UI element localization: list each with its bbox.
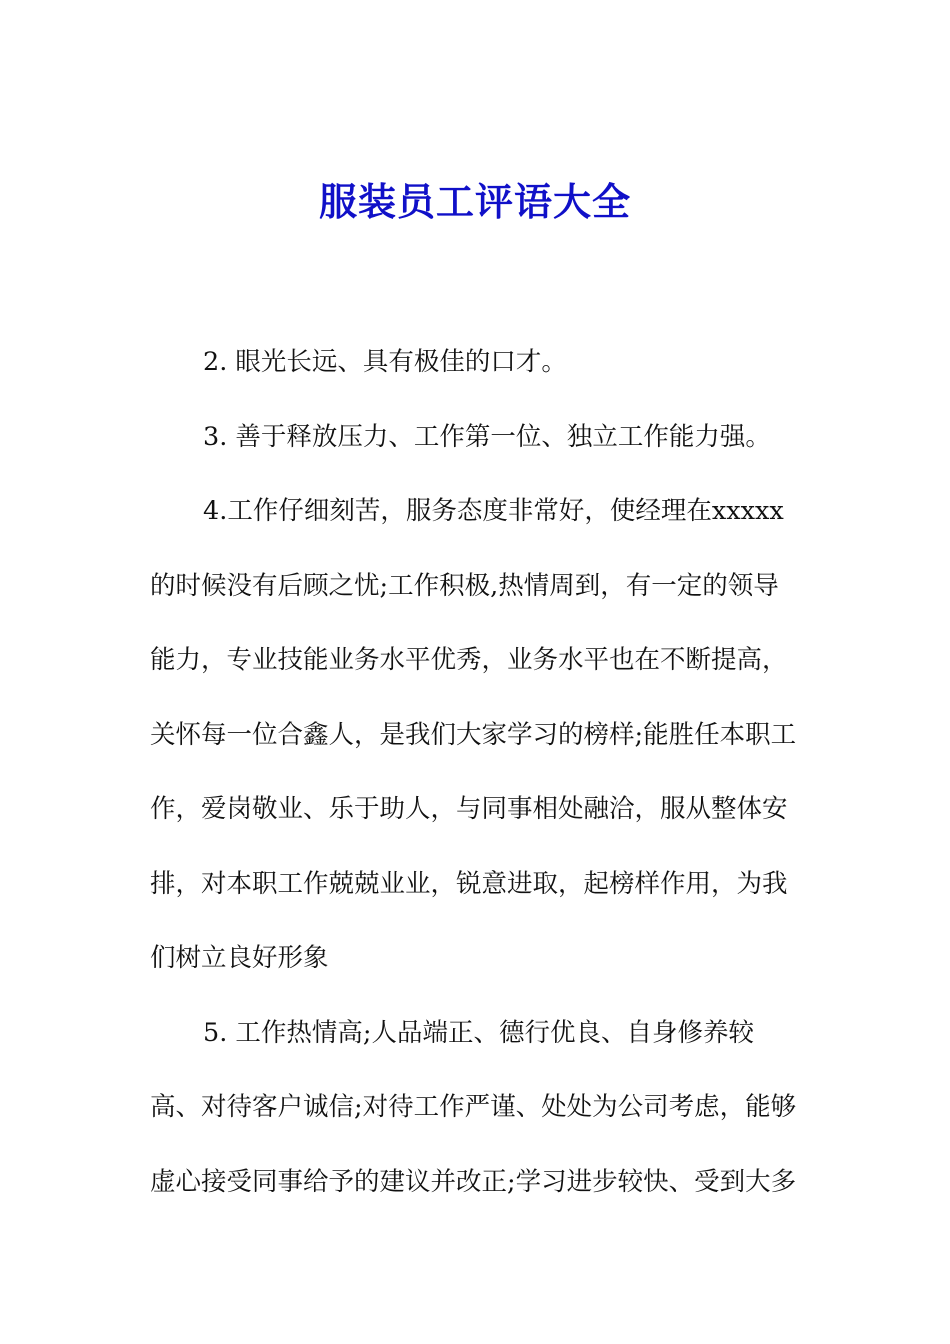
paragraph-line: 高、对待客户诚信;对待工作严谨、处处为公司考虑，能够 <box>150 1092 797 1122</box>
paragraph-line: 2. 眼光长远、具有极佳的口才。 <box>203 347 567 377</box>
document-title: 服装员工评语大全 <box>318 180 631 224</box>
paragraph-line: 能力，专业技能业务水平优秀，业务水平也在不断提高， <box>150 645 788 675</box>
paragraph-line: 3. 善于释放压力、工作第一位、独立工作能力强。 <box>203 421 771 452</box>
paragraph-line: 排，对本职工作兢兢业业，锐意进取，起榜样作用，为我 <box>150 868 788 899</box>
paragraph-line: 的时候没有后顾之忧;工作积极,热情周到，有一定的领导 <box>150 570 779 601</box>
paragraph-line: 们树立良好形象 <box>150 943 329 973</box>
paragraph-line: 作，爱岗敬业、乐于助人，与同事相处融洽，服从整体安 <box>150 794 788 824</box>
paragraph-line: 4.工作仔细刻苦，服务态度非常好，使经理在xxxxx <box>203 496 784 526</box>
document-body <box>150 325 805 1219</box>
paragraph-line: 关怀每一位合鑫人，是我们大家学习的榜样;能胜任本职工 <box>150 719 797 750</box>
paragraph-line: 虚心接受同事给予的建议并改正;学习进步较快、受到大多 <box>150 1166 797 1197</box>
paragraph-line: 5. 工作热情高;人品端正、德行优良、自身修养较 <box>203 1017 755 1048</box>
